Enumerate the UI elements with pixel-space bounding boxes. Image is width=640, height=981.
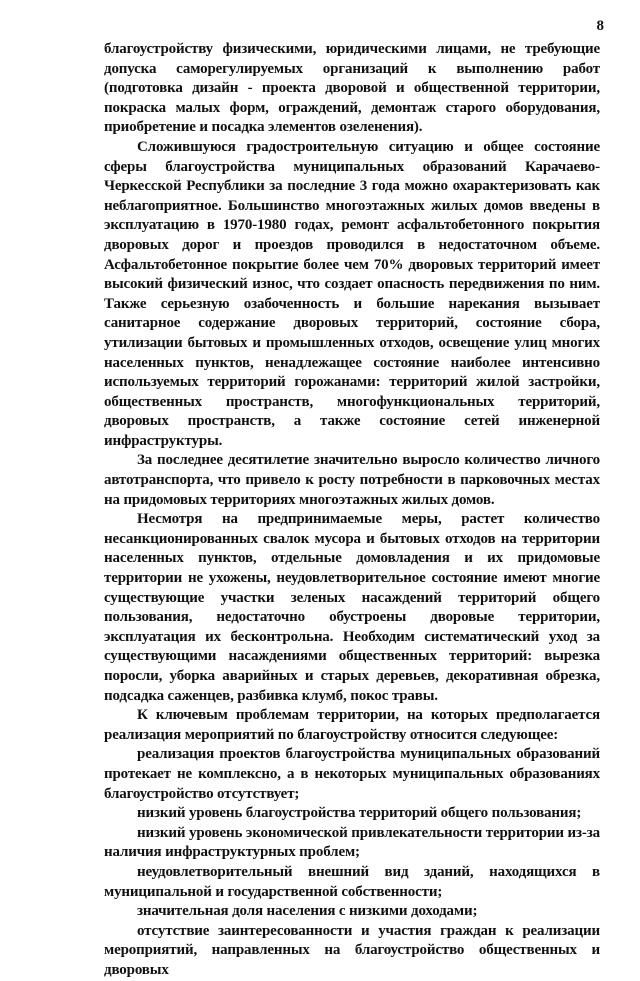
paragraph-transport: За последнее десятилетие значительно выросло количество личного автотранспорта, что привело к росту потребности в парковочных местах на придомовых территориях многоэтажных жилых домов. — [104, 452, 600, 508]
paragraph-key-problems-intro: К ключевым проблемам территории, на которых предполагается реализация мероприятий по благоустройству относится следующее: — [104, 707, 600, 743]
list-item-problem-5: значительная доля населения с низкими доходами; — [137, 903, 478, 920]
page-number: 8 — [596, 18, 604, 34]
list-item-problem-3: низкий уровень экономической привлекательности территории из-за наличия инфраструктурных проблем; — [104, 824, 600, 861]
paragraph-continuation: благоустройству физическими, юридическими лицами, не требующие допуска саморегулируемых организаций к выполнению работ (подготовка дизайн - проекта дворовой и общественной территории, покраска малых форм, ограждений, демонтаж старого оборудования, приобретение и посадка элементов озеленения). — [104, 41, 600, 136]
list-item-problem-2: низкий уровень благоустройства территорий общего пользования; — [137, 805, 582, 822]
list-item-problem-4: неудовлетворительный внешний вид зданий, находящихся в муниципальной и государственной собственности; — [104, 863, 600, 900]
paragraph-situation: Сложившуюся градостроительную ситуацию и общее состояние сферы благоустройства муниципальных образований Карачаево-Черкесской Республики за последние 3 года можно охарактеризовать как неблагоприятное. Большинство многоэтажных жилых домов введены в эксплуатацию в 1970-1980 годах, ремонт асфальтобетонного покрытия дворовых дорог и проездов проводился в недостаточном объеме. Асфальтобетонное покрытие более чем 70% дворовых территорий имеет высокий физический износ, что создает опасность передвижения по ним. Также серьезную озабоченность и большие нарекания вызывает санитарное содержание дворовых территорий, состояние сбора, утилизации бытовых и промышленных отходов, освещение улиц многих населенных пунктов, ненадлежащее состояние наиболее интенсивно используемых территорий горожанами: территорий жилой застройки, общественных пространств, многофункциональных территорий, дворовых пространств, а также состояние сетей инженерной инфраструктуры. — [104, 138, 600, 449]
list-item-problem-1: реализация проектов благоустройства муниципальных образований протекает не комплексно, а в некоторых муниципальных образованиях благоустройство отсутствует; — [104, 746, 600, 802]
paragraph-measures: Несмотря на предпринимаемые меры, растет количество несанкционированных свалок мусора и бытовых отходов на территории населенных пунктов, отдельные домовладения и их придомовые территории не ухожены, неудовлетворительное состояние имеют многие существующие участки зеленых насаждений территорий общего пользования, недостаточно обустроены дворовые территории, эксплуатация их бесконтрольна. Необходим систематический уход за существующими насаждениями общественных территорий: вырезка поросли, уборка аварийных и старых деревьев, декоративная обрезка, подсадка саженцев, разбивка клумб, покос травы. — [104, 511, 600, 704]
document-body — [104, 40, 600, 981]
list-item-problem-6: отсутствие заинтересованности и участия граждан к реализации мероприятий, направленных на благоустройство общественных и дворовых — [104, 922, 600, 978]
